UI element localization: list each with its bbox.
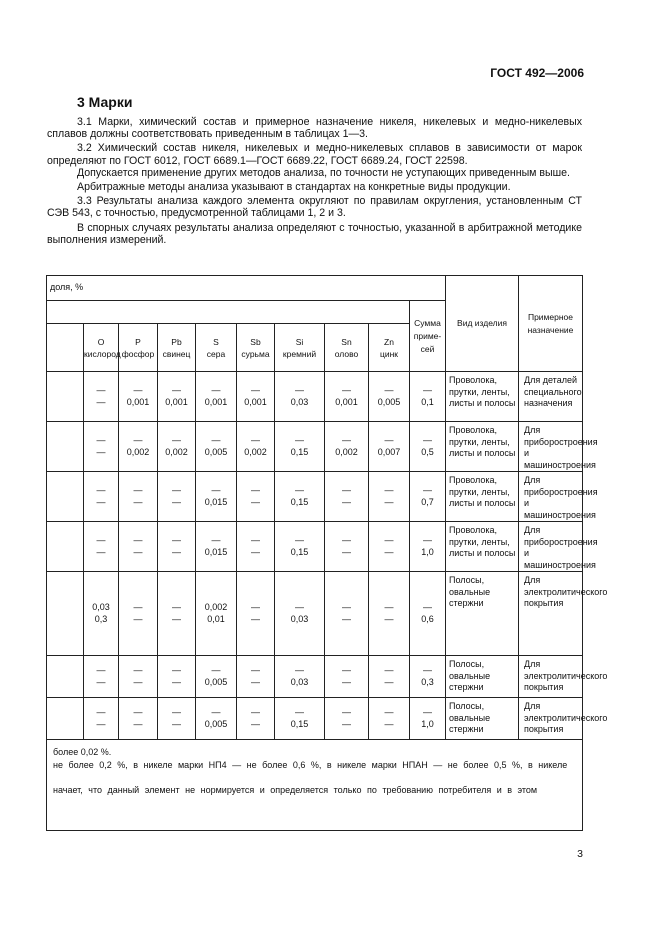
value-line: — bbox=[133, 665, 143, 675]
product-type-cell: Полосы, овальные стержни bbox=[446, 656, 519, 698]
value-line: — bbox=[384, 707, 394, 717]
table-row bbox=[47, 656, 583, 698]
value-line: — bbox=[172, 535, 181, 545]
element-value-cell bbox=[158, 572, 196, 656]
element-value-cell bbox=[237, 522, 275, 572]
value-line: — bbox=[384, 385, 394, 395]
value-line: — bbox=[172, 546, 181, 557]
table-row bbox=[47, 372, 583, 422]
element-value-cell bbox=[369, 472, 410, 522]
table-row bbox=[47, 698, 583, 740]
value-line: — bbox=[342, 485, 351, 495]
element-value-cell bbox=[275, 372, 325, 422]
row-lead-cell bbox=[47, 572, 84, 656]
paragraph-arbitration: Арбитражные методы анализа указывают в стандартах на конкретные виды продукции. bbox=[77, 181, 511, 194]
purpose-cell: Для электролитического покрытия bbox=[519, 572, 583, 656]
value-line: 0,002 bbox=[244, 446, 267, 457]
table-blank-header bbox=[47, 301, 410, 324]
element-value-cell bbox=[369, 656, 410, 698]
row-lead-cell bbox=[47, 522, 84, 572]
value-line: 0,005 bbox=[377, 396, 401, 407]
value-line: — bbox=[133, 435, 143, 445]
value-line: — bbox=[342, 707, 351, 717]
value-line: — bbox=[96, 707, 106, 717]
purpose-header: Примерное назначение bbox=[519, 276, 583, 372]
element-symbol: Zn bbox=[384, 336, 394, 347]
element-value-cell bbox=[158, 372, 196, 422]
value-line: — bbox=[384, 665, 394, 675]
element-value-cell bbox=[196, 372, 237, 422]
value-line: — bbox=[211, 535, 221, 545]
value-line: — bbox=[172, 613, 181, 624]
value-line: — bbox=[211, 707, 221, 717]
value-line: 0,005 bbox=[204, 718, 228, 729]
element-value-cell bbox=[158, 522, 196, 572]
value-line: 0,01 bbox=[207, 613, 225, 624]
table-row bbox=[47, 472, 583, 522]
element-value-cell bbox=[237, 422, 275, 472]
value-line: — bbox=[172, 718, 181, 729]
value-line: 0,001 bbox=[244, 396, 267, 407]
value-line: — bbox=[133, 707, 143, 717]
element-name: цинк bbox=[379, 348, 399, 359]
element-value-cell bbox=[84, 372, 119, 422]
value-line: — bbox=[172, 602, 181, 612]
element-value-cell bbox=[325, 698, 369, 740]
value-line: 0,015 bbox=[204, 496, 228, 507]
standard-code: ГОСТ 492—2006 bbox=[490, 66, 584, 80]
element-value-cell bbox=[119, 522, 158, 572]
value-line: — bbox=[133, 602, 143, 612]
product-type-cell: Проволока, прутки, ленты, листы и полосы bbox=[446, 372, 519, 422]
value-line: 0,002 bbox=[204, 602, 228, 612]
value-line: — bbox=[133, 485, 143, 495]
value-line: 0,001 bbox=[335, 396, 358, 407]
value-line: — bbox=[172, 665, 181, 675]
element-value-cell bbox=[196, 572, 237, 656]
row-lead-cell bbox=[47, 472, 84, 522]
value-line: — bbox=[295, 602, 304, 612]
value-line: — bbox=[211, 485, 221, 495]
element-symbol: Sn bbox=[341, 336, 352, 347]
element-value-cell bbox=[119, 372, 158, 422]
product-type-cell: Полосы, овальные стержни bbox=[446, 572, 519, 656]
element-value-cell bbox=[325, 472, 369, 522]
element-value-cell bbox=[84, 422, 119, 472]
value-line: 0,6 bbox=[421, 613, 434, 624]
element-name: олово bbox=[334, 348, 359, 359]
value-line: — bbox=[96, 676, 106, 687]
element-value-cell bbox=[325, 422, 369, 472]
value-line: — bbox=[342, 718, 351, 729]
value-line: — bbox=[172, 485, 181, 495]
value-line: 0,001 bbox=[126, 396, 150, 407]
value-line: — bbox=[423, 602, 432, 612]
element-value-cell bbox=[369, 372, 410, 422]
section-title: 3 Марки bbox=[77, 94, 133, 110]
element-value-cell bbox=[158, 656, 196, 698]
value-line: — bbox=[251, 485, 260, 495]
value-line: — bbox=[133, 613, 143, 624]
value-line: — bbox=[342, 535, 351, 545]
value-line: — bbox=[96, 396, 106, 407]
value-line: — bbox=[133, 535, 143, 545]
value-line: 0,002 bbox=[165, 446, 188, 457]
impurity-sum-cell bbox=[410, 656, 446, 698]
element-name: кислород bbox=[84, 348, 121, 359]
element-value-cell bbox=[119, 656, 158, 698]
table-row bbox=[47, 422, 583, 472]
element-symbol: Pb bbox=[171, 336, 182, 347]
value-line: — bbox=[96, 485, 106, 495]
element-symbol: S bbox=[213, 336, 219, 347]
value-line: — bbox=[251, 665, 260, 675]
element-value-cell bbox=[325, 372, 369, 422]
table-row bbox=[47, 522, 583, 572]
value-line: — bbox=[133, 496, 143, 507]
element-value-cell bbox=[325, 522, 369, 572]
value-line: — bbox=[251, 718, 260, 729]
product-type-cell: Проволока, прутки, ленты, листы и полосы bbox=[446, 522, 519, 572]
value-line: 0,3 bbox=[94, 613, 108, 624]
value-line: — bbox=[211, 435, 221, 445]
value-line: 0,002 bbox=[126, 446, 150, 457]
element-value-cell bbox=[237, 472, 275, 522]
product-type-cell: Проволока, прутки, ленты, листы и полосы bbox=[446, 472, 519, 522]
value-line: — bbox=[133, 385, 143, 395]
element-value-cell bbox=[325, 572, 369, 656]
value-line: — bbox=[295, 535, 304, 545]
element-header bbox=[275, 324, 325, 372]
value-line: — bbox=[342, 602, 351, 612]
element-value-cell bbox=[119, 422, 158, 472]
element-name: фосфор bbox=[121, 348, 155, 359]
value-line: — bbox=[133, 718, 143, 729]
value-line: — bbox=[295, 707, 304, 717]
element-value-cell bbox=[275, 522, 325, 572]
element-name: кремний bbox=[282, 348, 317, 359]
value-line: — bbox=[172, 435, 181, 445]
value-line: — bbox=[384, 546, 394, 557]
value-line: — bbox=[211, 665, 221, 675]
paragraph-other-methods: Допускается применение других методов анализа, по точности не уступающих приведенным выше. bbox=[77, 166, 570, 179]
value-line: — bbox=[384, 602, 394, 612]
table-note-line: начает, что данный элемент не нормируется и определяется только по требованию потребителя и в этом bbox=[53, 785, 538, 795]
impurity-sum-cell bbox=[410, 522, 446, 572]
impurity-sum-cell bbox=[410, 472, 446, 522]
purpose-cell: Для электролитического покрытия bbox=[519, 656, 583, 698]
value-line: — bbox=[295, 485, 304, 495]
value-line: — bbox=[96, 496, 106, 507]
element-value-cell bbox=[196, 422, 237, 472]
product-type-cell: Проволока, прутки, ленты, листы и полосы bbox=[446, 422, 519, 472]
value-line: — bbox=[423, 435, 432, 445]
value-line: — bbox=[342, 665, 351, 675]
element-value-cell bbox=[158, 472, 196, 522]
value-line: — bbox=[342, 435, 351, 445]
purpose-cell: Для приборостроения и машиностроения bbox=[519, 472, 583, 522]
value-line: — bbox=[251, 676, 260, 687]
value-line: — bbox=[423, 707, 432, 717]
value-line: 0,005 bbox=[204, 446, 228, 457]
value-line: — bbox=[384, 676, 394, 687]
element-value-cell bbox=[237, 656, 275, 698]
value-line: — bbox=[295, 435, 304, 445]
value-line: — bbox=[251, 385, 260, 395]
table-notes bbox=[47, 740, 583, 831]
element-symbol: O bbox=[97, 336, 105, 347]
element-name: сурьма bbox=[241, 348, 270, 359]
product-type-header: Вид изделия bbox=[446, 276, 519, 372]
element-value-cell bbox=[119, 472, 158, 522]
value-line: — bbox=[384, 435, 394, 445]
value-line: — bbox=[342, 676, 351, 687]
element-value-cell bbox=[275, 422, 325, 472]
value-line: 1,0 bbox=[421, 718, 434, 729]
value-line: — bbox=[251, 435, 260, 445]
element-value-cell bbox=[119, 698, 158, 740]
element-value-cell bbox=[196, 698, 237, 740]
element-value-cell bbox=[84, 472, 119, 522]
value-line: — bbox=[423, 665, 432, 675]
table-unit-label: доля, % bbox=[47, 276, 446, 301]
value-line: — bbox=[384, 485, 394, 495]
purpose-cell: Для электролитического покрытия bbox=[519, 698, 583, 740]
element-value-cell bbox=[275, 572, 325, 656]
value-line: — bbox=[133, 546, 143, 557]
element-name: свинец bbox=[162, 348, 191, 359]
value-line: — bbox=[133, 676, 143, 687]
element-header bbox=[119, 324, 158, 372]
impurity-sum-cell bbox=[410, 572, 446, 656]
value-line: — bbox=[96, 546, 106, 557]
element-value-cell bbox=[119, 572, 158, 656]
element-value-cell bbox=[275, 472, 325, 522]
element-value-cell bbox=[84, 656, 119, 698]
element-value-cell bbox=[369, 572, 410, 656]
element-value-cell bbox=[369, 522, 410, 572]
element-header bbox=[158, 324, 196, 372]
value-line: — bbox=[295, 665, 304, 675]
value-line: — bbox=[251, 602, 260, 612]
element-value-cell bbox=[84, 698, 119, 740]
element-value-cell bbox=[158, 698, 196, 740]
value-line: — bbox=[384, 535, 394, 545]
value-line: — bbox=[423, 535, 432, 545]
element-value-cell bbox=[237, 698, 275, 740]
value-line: 0,007 bbox=[377, 446, 401, 457]
value-line: — bbox=[251, 613, 260, 624]
element-value-cell bbox=[369, 698, 410, 740]
value-line: — bbox=[342, 546, 351, 557]
value-line: — bbox=[96, 535, 106, 545]
row-lead-cell bbox=[47, 422, 84, 472]
value-line: — bbox=[423, 385, 432, 395]
value-line: — bbox=[96, 435, 106, 445]
value-line: — bbox=[96, 446, 106, 457]
impurity-sum-cell bbox=[410, 422, 446, 472]
element-value-cell bbox=[275, 698, 325, 740]
value-line: — bbox=[384, 613, 394, 624]
value-line: 0,015 bbox=[204, 546, 228, 557]
impurity-sum-header: Сумма приме-сей bbox=[410, 301, 446, 372]
row-lead-cell bbox=[47, 372, 84, 422]
element-header bbox=[84, 324, 119, 372]
impurity-sum-cell bbox=[410, 698, 446, 740]
value-line: 0,15 bbox=[290, 546, 309, 557]
value-line: — bbox=[96, 385, 106, 395]
element-value-cell bbox=[158, 422, 196, 472]
element-value-cell bbox=[369, 422, 410, 472]
paragraph-disputes: В спорных случаях результаты анализа определяют с точностью, указанной в арбитражной методике выполнения измерений. bbox=[47, 221, 582, 246]
element-header bbox=[237, 324, 275, 372]
value-line: — bbox=[211, 385, 221, 395]
value-line: — bbox=[342, 496, 351, 507]
value-line: 0,15 bbox=[290, 446, 309, 457]
element-name: сера bbox=[206, 348, 226, 359]
impurity-sum-cell bbox=[410, 372, 446, 422]
value-line: 0,005 bbox=[204, 676, 228, 687]
purpose-cell: Для деталей специального назначения bbox=[519, 372, 583, 422]
value-line: 0,002 bbox=[335, 446, 358, 457]
composition-table bbox=[46, 275, 608, 831]
element-symbol: P bbox=[135, 336, 141, 347]
value-line: 0,03 bbox=[92, 602, 110, 612]
value-line: — bbox=[251, 707, 260, 717]
value-line: — bbox=[251, 535, 260, 545]
value-line: — bbox=[172, 496, 181, 507]
value-line: — bbox=[423, 485, 432, 495]
value-line: 0,03 bbox=[290, 396, 309, 407]
table-blank-lead-cell bbox=[47, 324, 84, 372]
element-symbol: Sb bbox=[250, 336, 261, 347]
element-value-cell bbox=[237, 372, 275, 422]
element-value-cell bbox=[196, 656, 237, 698]
value-line: 0,001 bbox=[204, 396, 228, 407]
element-value-cell bbox=[84, 572, 119, 656]
row-lead-cell bbox=[47, 698, 84, 740]
page-number: 3 bbox=[577, 848, 583, 860]
value-line: 1,0 bbox=[421, 546, 434, 557]
element-value-cell bbox=[275, 656, 325, 698]
table-row bbox=[47, 572, 583, 656]
product-type-cell: Полосы, овальные стержни bbox=[446, 698, 519, 740]
value-line: — bbox=[251, 546, 260, 557]
value-line: — bbox=[96, 665, 106, 675]
value-line: — bbox=[172, 385, 181, 395]
element-value-cell bbox=[196, 522, 237, 572]
value-line: — bbox=[342, 613, 351, 624]
element-header bbox=[196, 324, 237, 372]
table-note-line: более 0,02 %. bbox=[53, 747, 112, 757]
value-line: 0,5 bbox=[421, 446, 434, 457]
value-line: 0,15 bbox=[290, 496, 309, 507]
paragraph-3-3: 3.3 Результаты анализа каждого элемента округляют по правилам округления, установленным СТ СЭВ 543, с точностью, предусмотренной таблицами 1, 2 и 3. bbox=[47, 195, 582, 220]
paragraph-3-1: 3.1 Марки, химический состав и примерное назначение никеля, никелевых и медно-никелевых сплавов должны соответствовать приведенным в таблицах 1—3. bbox=[47, 116, 582, 141]
value-line: — bbox=[251, 496, 260, 507]
table-note-line: не более 0,2 %, в никеле марки НП4 — не более 0,6 %, в никеле марки НПАН — не более 0,5 %, в никеле bbox=[53, 760, 568, 770]
value-line: 0,7 bbox=[421, 496, 434, 507]
element-value-cell bbox=[196, 472, 237, 522]
row-lead-cell bbox=[47, 656, 84, 698]
paragraph-3-2: 3.2 Химический состав никеля, никелевых и медно-никелевых сплавов в зависимости от марок определяют по ГОСТ 6012, ГОСТ 6689.1—ГОСТ 6689.22, ГОСТ 6689.24, ГОСТ 22598. bbox=[47, 142, 582, 167]
element-symbol: Si bbox=[295, 336, 304, 347]
element-header bbox=[369, 324, 410, 372]
value-line: 0,03 bbox=[290, 676, 309, 687]
value-line: — bbox=[172, 707, 181, 717]
value-line: 0,03 bbox=[290, 613, 309, 624]
value-line: — bbox=[384, 718, 394, 729]
value-line: — bbox=[96, 718, 106, 729]
body-text bbox=[47, 116, 582, 246]
purpose-cell: Для приборостроения и машиностроения bbox=[519, 422, 583, 472]
value-line: — bbox=[295, 385, 304, 395]
value-line: — bbox=[384, 496, 394, 507]
value-line: 0,15 bbox=[290, 718, 309, 729]
value-line: — bbox=[342, 385, 351, 395]
element-header bbox=[325, 324, 369, 372]
value-line: 0,001 bbox=[165, 396, 188, 407]
purpose-cell: Для приборостроения и машиностроения bbox=[519, 522, 583, 572]
element-value-cell bbox=[237, 572, 275, 656]
value-line: — bbox=[172, 676, 181, 687]
element-value-cell bbox=[325, 656, 369, 698]
value-line: 0,1 bbox=[421, 396, 434, 407]
value-line: 0,3 bbox=[421, 676, 434, 687]
element-value-cell bbox=[84, 522, 119, 572]
